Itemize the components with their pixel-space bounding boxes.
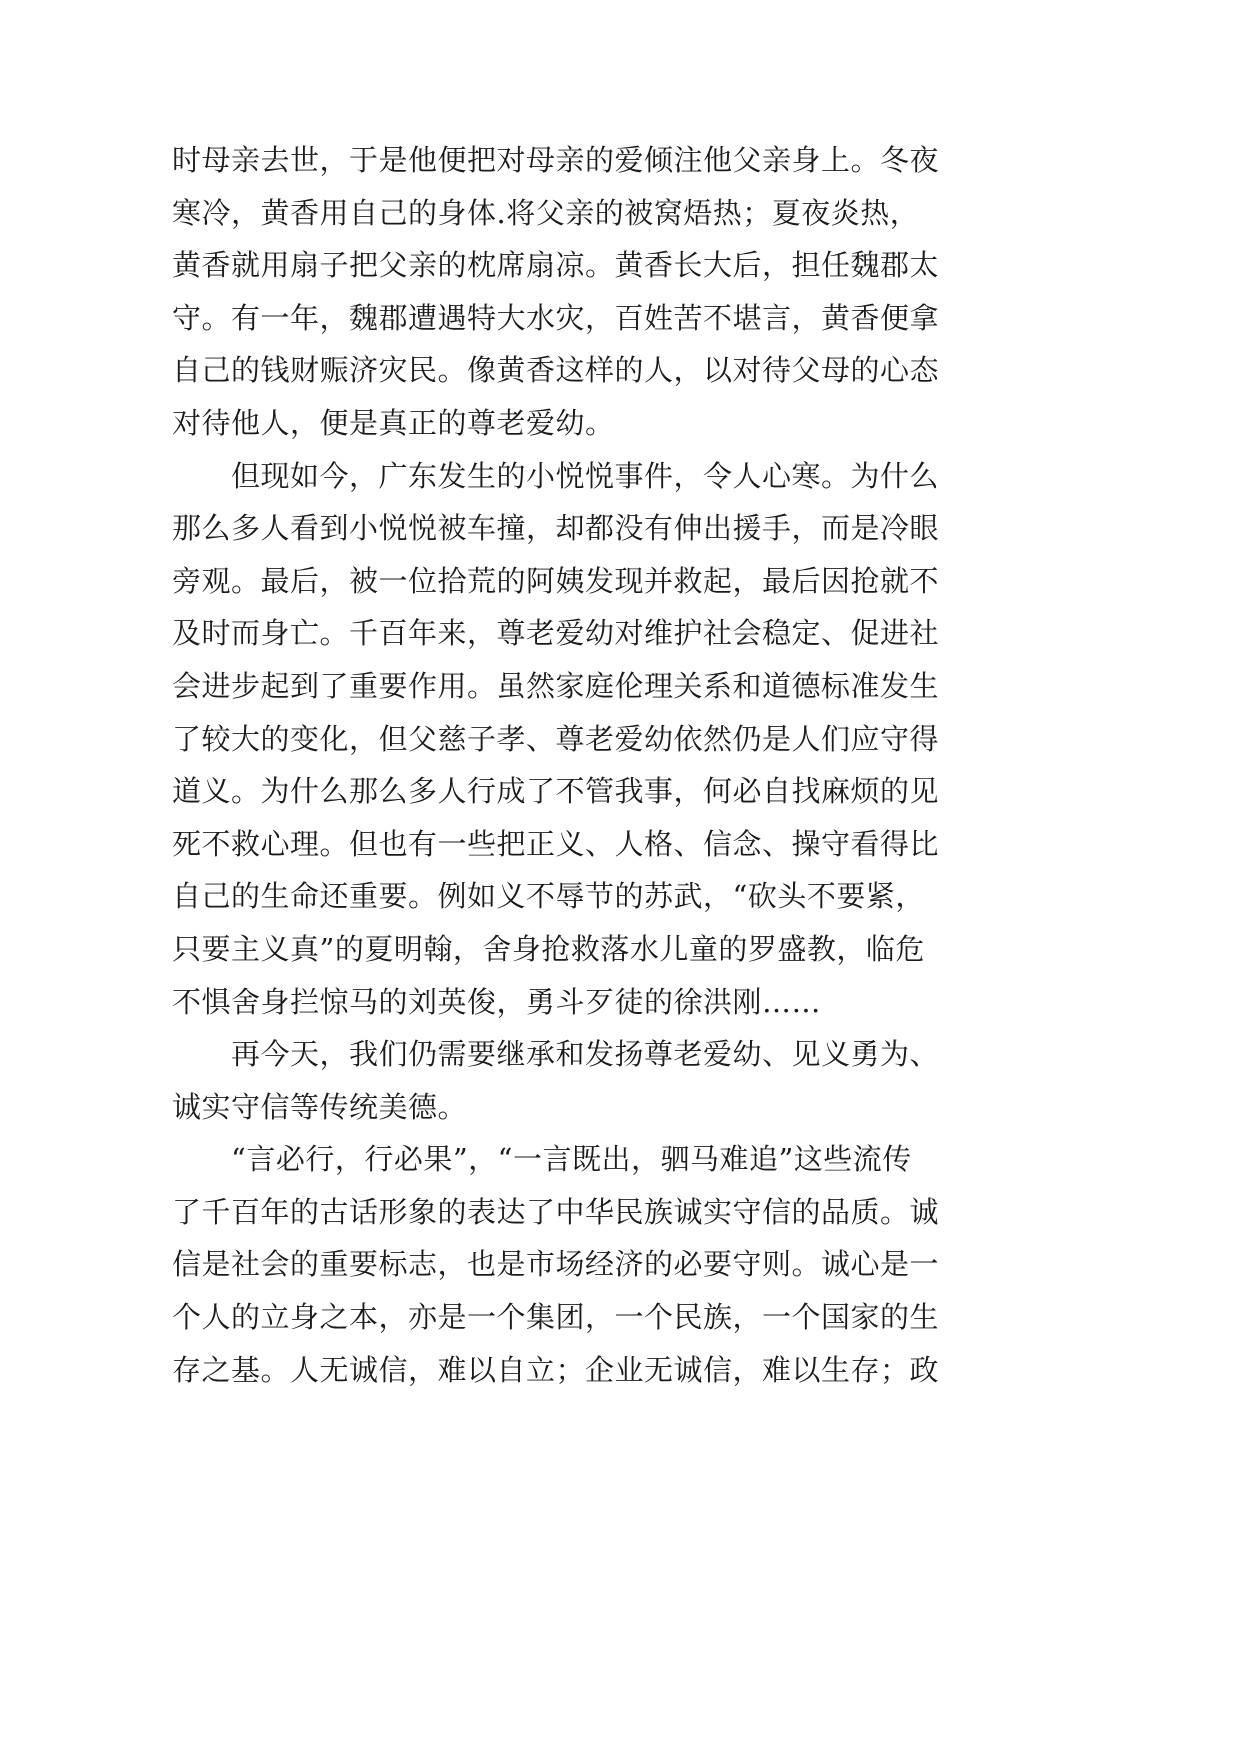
text-line: 会进步起到了重要作用。虽然家庭伦理关系和道德标准发生 bbox=[172, 668, 940, 703]
text-line: 死不救心理。但也有一些把正义、人格、信念、操守看得比 bbox=[172, 826, 940, 861]
text-line: “言必行，行必果”，“一言既出，驷马难追”这些流传 bbox=[231, 1142, 912, 1177]
text-line: 存之基。人无诚信，难以自立；企业无诚信，难以生存；政 bbox=[172, 1352, 940, 1387]
text-line: 了较大的变化，但父慈子孝、尊老爱幼依然仍是人们应守得 bbox=[172, 721, 940, 756]
text-line: 守。有一年，魏郡遭遇特大水灾，百姓苦不堪言，黄香便拿 bbox=[172, 300, 940, 335]
paragraph-virtues bbox=[172, 1028, 1002, 1133]
text-line: 不惧舍身拦惊马的刘英俊，勇斗歹徒的徐洪刚…… bbox=[172, 984, 822, 1019]
document-body bbox=[172, 134, 1002, 1396]
text-line: 信是社会的重要标志，也是市场经济的必要守则。诚心是一 bbox=[172, 1247, 940, 1282]
text-line: 旁观。最后，被一位拾荒的阿姨发现并救起，最后因抢就不 bbox=[172, 563, 940, 598]
text-line: 道义。为什么那么多人行成了不管我事，何必自找麻烦的见 bbox=[172, 774, 940, 809]
paragraph-integrity bbox=[172, 1133, 1002, 1396]
text-line: 寒冷，黄香用自己的身体.将父亲的被窝焐热；夏夜炎热， bbox=[172, 195, 920, 230]
text-line: 那么多人看到小悦悦被车撞，却都没有伸出援手，而是冷眼 bbox=[172, 511, 940, 546]
text-line: 时母亲去世，于是他便把对母亲的爱倾注他父亲身上。冬夜 bbox=[172, 143, 940, 177]
text-line: 对待他人，便是真正的尊老爱幼。 bbox=[172, 405, 615, 440]
text-line: 了千百年的古话形象的表达了中华民族诚实守信的品质。诚 bbox=[172, 1194, 940, 1229]
text-line: 但现如今，广东发生的小悦悦事件，令人心寒。为什么 bbox=[231, 458, 940, 493]
text-line: 自己的钱财赈济灾民。像黄香这样的人，以对待父母的心态 bbox=[172, 353, 940, 388]
text-line: 黄香就用扇子把父亲的枕席扇凉。黄香长大后，担任魏郡太 bbox=[172, 248, 940, 283]
text-line: 及时而身亡。千百年来，尊老爱幼对维护社会稳定、促进社 bbox=[172, 616, 940, 651]
text-line: 自己的生命还重要。例如义不辱节的苏武，“砍头不要紧， bbox=[172, 879, 925, 914]
text-line: 个人的立身之本，亦是一个集团，一个民族，一个国家的生 bbox=[172, 1300, 940, 1335]
text-line: 再今天，我们仍需要继承和发扬尊老爱幼、见义勇为、 bbox=[231, 1037, 940, 1072]
text-line: 诚实守信等传统美德。 bbox=[172, 1089, 468, 1124]
paragraph-xiao-yue-yue bbox=[172, 450, 1002, 1029]
text-line: 只要主义真”的夏明翰，舍身抢救落水儿童的罗盛教，临危 bbox=[172, 931, 925, 966]
paragraph-huang-xiang bbox=[172, 134, 1002, 450]
